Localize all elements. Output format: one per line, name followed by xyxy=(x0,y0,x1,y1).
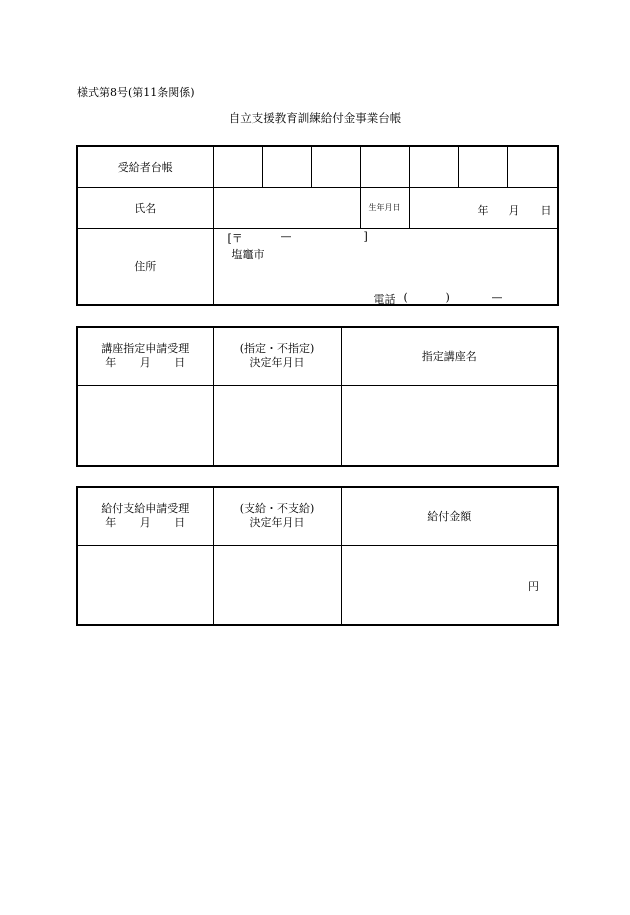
birthdate-field[interactable] xyxy=(409,187,558,228)
course-name-header: 指定講座名 xyxy=(341,327,558,385)
designation-status-label: (指定・不指定) xyxy=(239,342,315,356)
recipient-ledger-table xyxy=(76,145,559,306)
course-name-field[interactable] xyxy=(341,385,558,466)
phone-dash: — xyxy=(491,290,503,304)
phone-label: 電話 xyxy=(373,292,396,306)
month-label: 月 xyxy=(139,516,151,530)
ledger-digit-cell[interactable] xyxy=(507,146,558,187)
course-decision-date-field[interactable] xyxy=(213,385,341,466)
phone-close: ) xyxy=(445,290,450,304)
address-label: 住所 xyxy=(77,228,213,305)
month-label: 月 xyxy=(139,356,151,370)
phone-open: ( xyxy=(403,290,408,304)
payment-amount-header: 給付金額 xyxy=(341,487,558,545)
payment-amount-field[interactable] xyxy=(341,545,558,625)
ledger-digit-cell[interactable] xyxy=(213,146,262,187)
payment-application-label: 給付支給申請受理 xyxy=(101,502,190,516)
payment-status-label: (支給・不支給) xyxy=(239,502,315,516)
course-application-date-field[interactable] xyxy=(77,385,213,466)
day-label: 日 xyxy=(174,516,186,530)
course-application-label: 講座指定申請受理 xyxy=(101,342,190,356)
ledger-digit-cell[interactable] xyxy=(409,146,458,187)
birthdate-label: 生年月日 xyxy=(360,187,409,228)
course-designation-table xyxy=(76,326,559,467)
name-field[interactable] xyxy=(213,187,360,228)
ledger-digit-cell[interactable] xyxy=(311,146,360,187)
ledger-digit-cell[interactable] xyxy=(360,146,409,187)
payment-decision-date-field[interactable] xyxy=(213,545,341,625)
payment-table xyxy=(76,486,559,626)
city-name: 塩竈市 xyxy=(231,247,265,261)
postal-dash: — xyxy=(280,229,292,243)
course-application-header xyxy=(77,327,213,385)
day-label: 日 xyxy=(174,356,186,370)
ledger-number-label: 受給者台帳 xyxy=(77,146,213,187)
payment-application-date-field[interactable] xyxy=(77,545,213,625)
payment-decision-header xyxy=(213,487,341,545)
postal-open: [〒 xyxy=(227,231,243,245)
decision-date-label: 決定年月日 xyxy=(249,516,305,530)
page-title: 自立支援教育訓練給付金事業台帳 xyxy=(228,111,402,125)
name-label: 氏名 xyxy=(77,187,213,228)
address-field[interactable] xyxy=(213,228,558,305)
payment-application-header xyxy=(77,487,213,545)
birth-year-label: 年 xyxy=(477,203,489,217)
decision-date-label: 決定年月日 xyxy=(249,356,305,370)
postal-close: ] xyxy=(363,229,368,243)
ledger-digit-cell[interactable] xyxy=(262,146,311,187)
year-label: 年 xyxy=(105,356,117,370)
birth-day-label: 日 xyxy=(540,203,552,217)
yen-unit: 円 xyxy=(528,579,539,593)
form-number-label: 様式第8号(第11条関係) xyxy=(77,86,195,99)
birth-month-label: 月 xyxy=(508,203,520,217)
ledger-digit-cell[interactable] xyxy=(458,146,507,187)
course-decision-header xyxy=(213,327,341,385)
year-label: 年 xyxy=(105,516,117,530)
